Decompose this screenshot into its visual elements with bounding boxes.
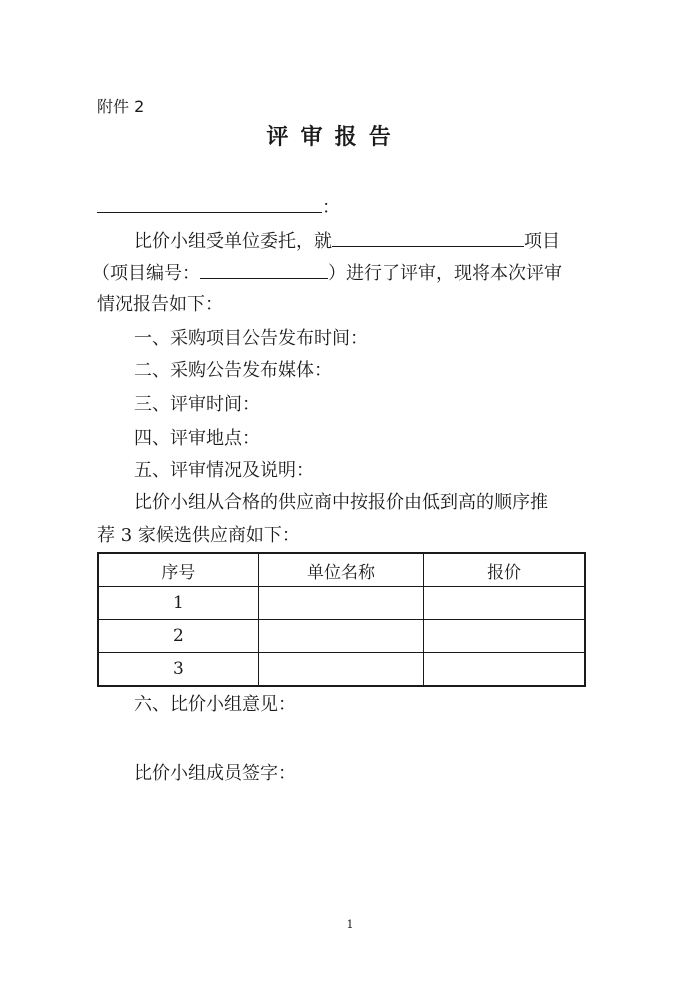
row-company-name-cell[interactable] xyxy=(258,620,423,653)
intro-line-3: 情况报告如下： xyxy=(97,294,223,315)
addressee-blank[interactable] xyxy=(97,192,322,213)
row-quoted-price-cell[interactable] xyxy=(424,587,585,620)
page-number: 1 xyxy=(346,918,354,931)
section-4: 四、评审地点： xyxy=(134,428,260,449)
section-2: 二、采购公告发布媒体： xyxy=(134,360,332,381)
table-row xyxy=(98,620,585,653)
opinion-label: 六、比价小组意见： xyxy=(134,694,296,715)
row-serial-number: 3 xyxy=(98,653,258,687)
recommend-line-1: 比价小组从合格的供应商中按报价由低到高的顺序推 xyxy=(134,492,548,513)
intro-line2-prefix: （项目编号： xyxy=(92,263,200,284)
signature-label: 比价小组成员签字： xyxy=(134,763,296,784)
attachment-label: 附件 2 xyxy=(97,97,145,116)
intro-line-2 xyxy=(92,258,562,289)
candidate-supplier-table xyxy=(97,552,586,687)
header-company-name: 单位名称 xyxy=(258,553,423,587)
row-quoted-price-cell[interactable] xyxy=(424,653,585,687)
header-quoted-price: 报价 xyxy=(424,553,585,587)
section-1: 一、采购项目公告发布时间： xyxy=(134,328,368,349)
row-quoted-price-cell[interactable] xyxy=(424,620,585,653)
project-name-blank[interactable] xyxy=(332,226,524,247)
document-title: 评审报告 xyxy=(266,124,403,150)
intro-line2-suffix: ）进行了评审，现将本次评审 xyxy=(328,263,562,284)
addressee-colon: ： xyxy=(322,197,340,218)
table-row xyxy=(98,587,585,620)
table-row xyxy=(98,653,585,687)
row-serial-number: 1 xyxy=(98,587,258,620)
row-company-name-cell[interactable] xyxy=(258,587,423,620)
intro-line1-prefix: 比价小组受单位委托，就 xyxy=(134,231,332,252)
project-number-blank[interactable] xyxy=(200,258,328,279)
intro-line1-suffix: 项目 xyxy=(524,231,560,252)
row-serial-number: 2 xyxy=(98,620,258,653)
addressee-line xyxy=(97,192,340,223)
row-company-name-cell[interactable] xyxy=(258,653,423,687)
section-3: 三、评审时间： xyxy=(134,394,260,415)
intro-line-1 xyxy=(134,226,560,257)
header-serial-number: 序号 xyxy=(98,553,258,587)
section-5: 五、评审情况及说明： xyxy=(134,460,314,481)
table-header-row xyxy=(98,553,585,587)
recommend-line-2: 荐 3 家候选供应商如下： xyxy=(97,525,300,546)
